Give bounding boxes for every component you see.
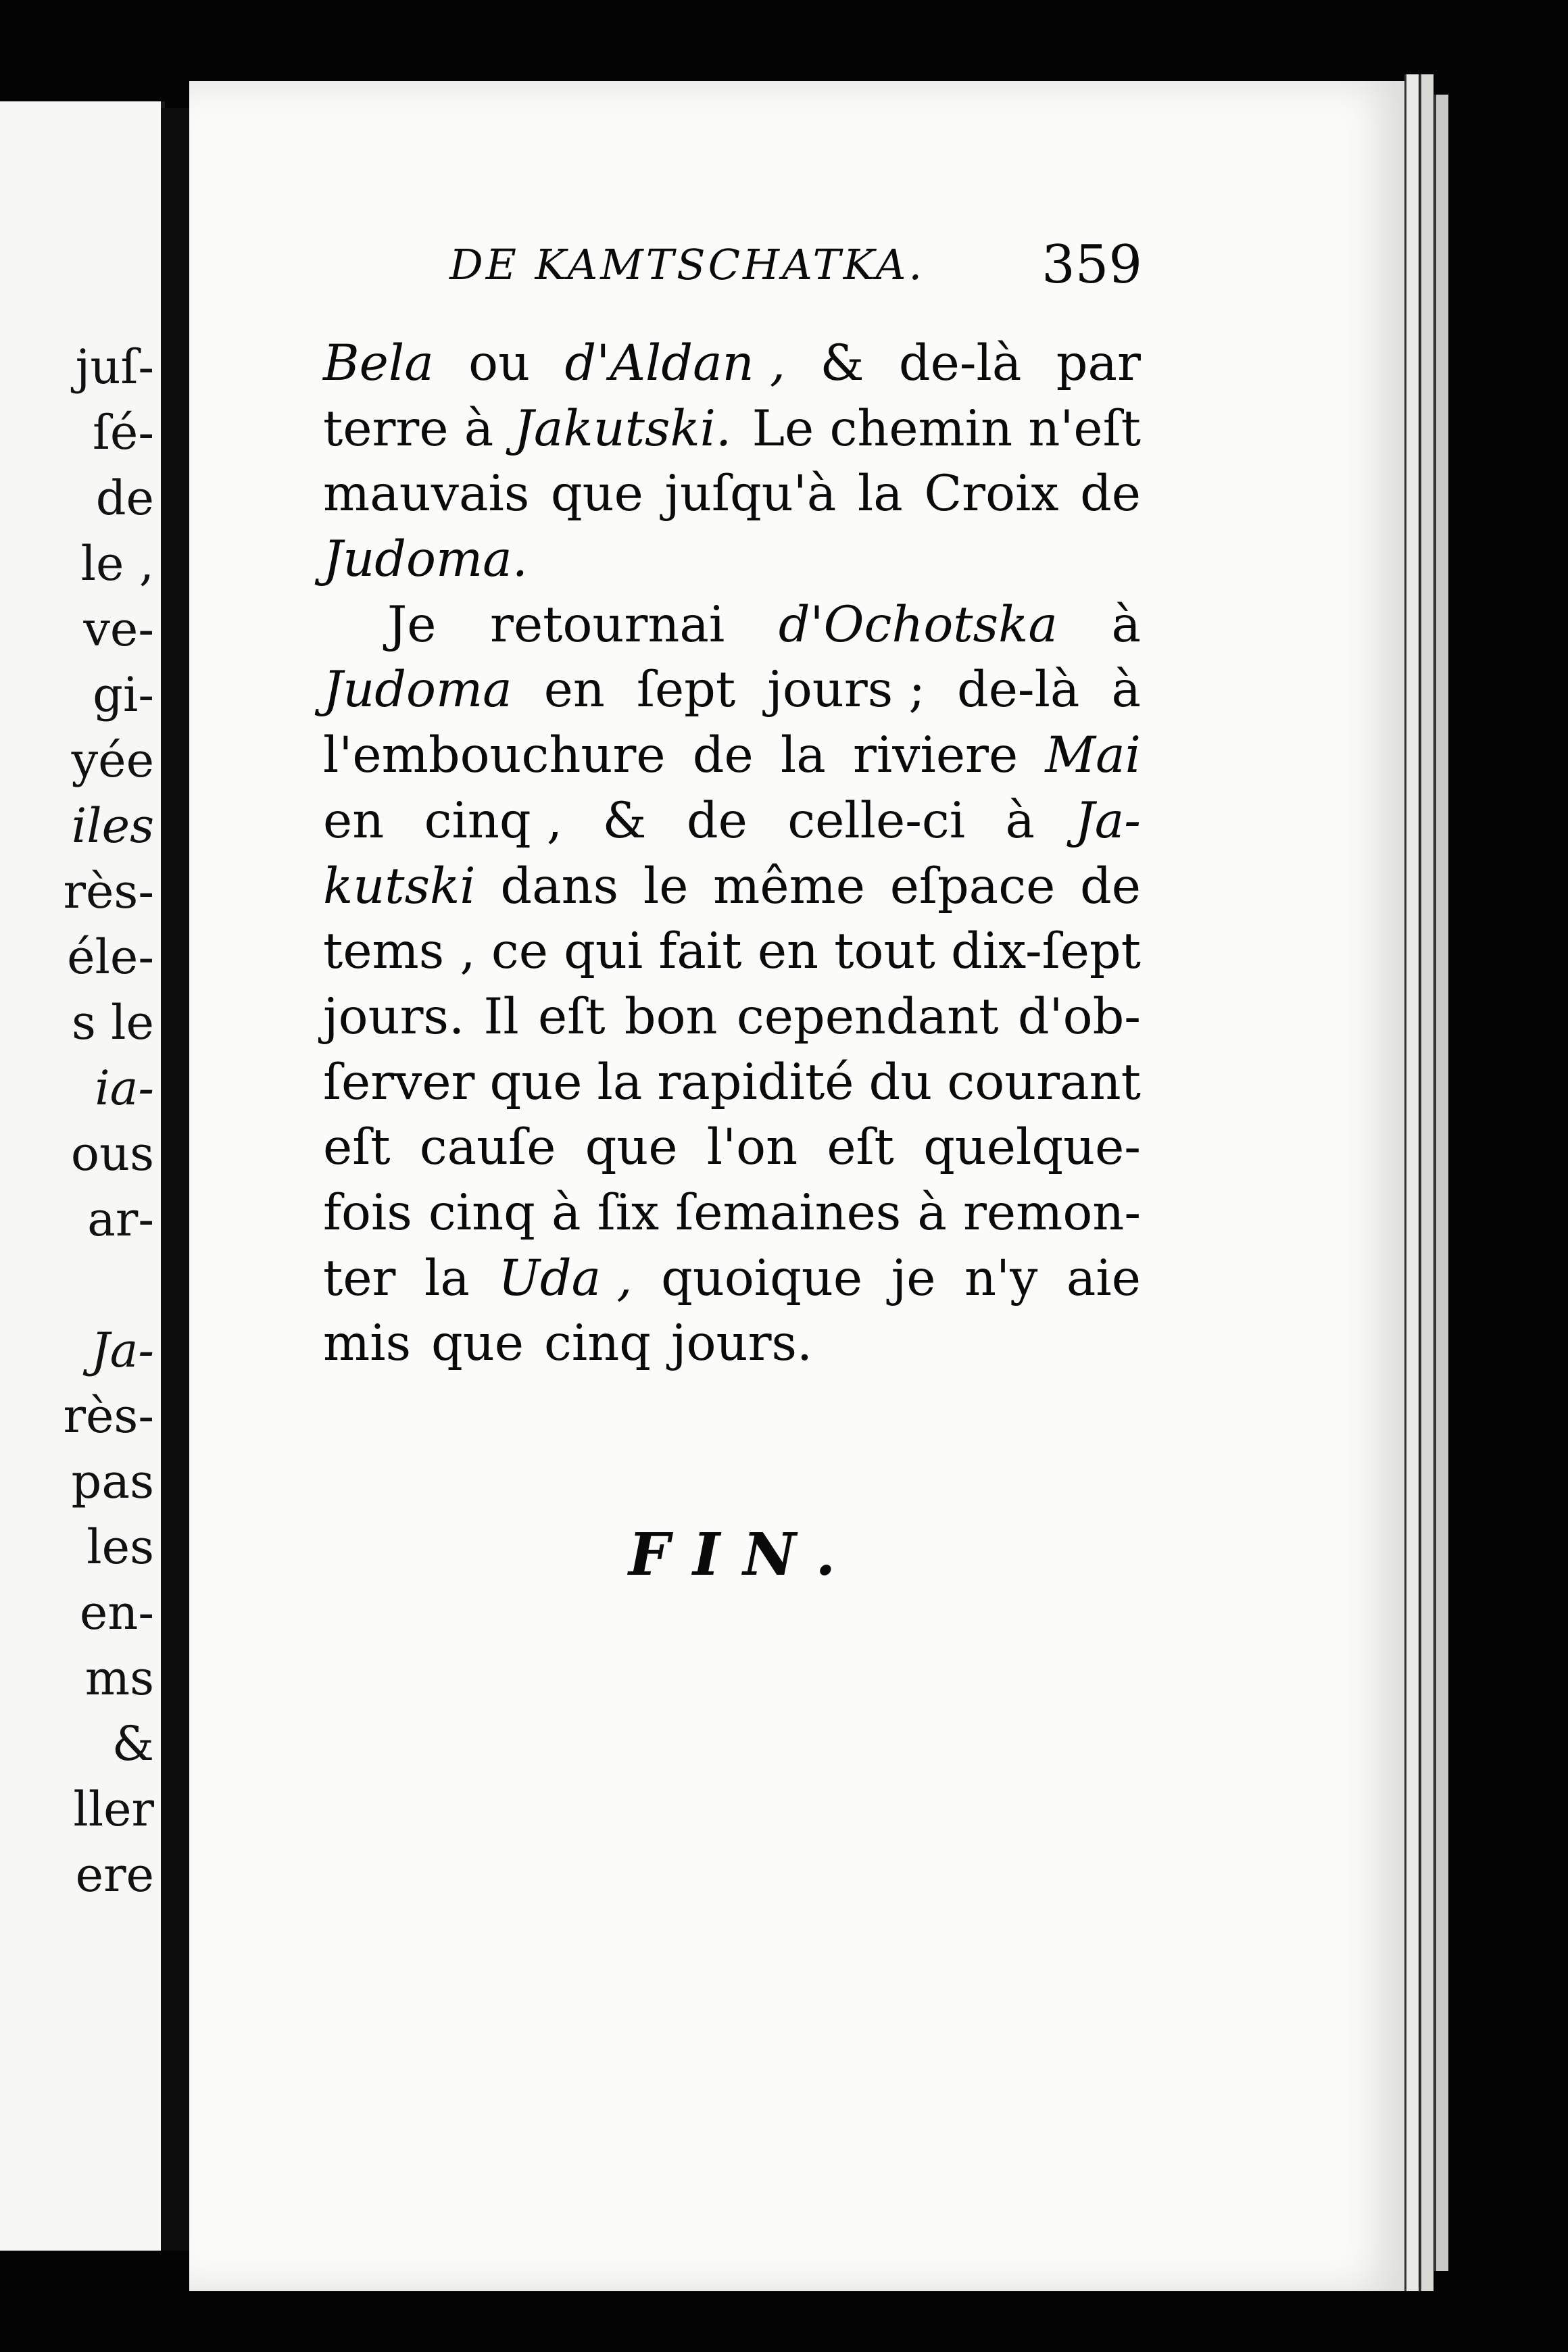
left-page-line: éle- bbox=[67, 929, 154, 985]
text-line bbox=[323, 919, 1141, 985]
left-page-line: ous bbox=[70, 1126, 154, 1181]
word: eſpace bbox=[889, 857, 1056, 915]
word: kutski bbox=[323, 857, 476, 915]
word: de bbox=[692, 727, 754, 785]
left-page-text bbox=[64, 335, 154, 1908]
left-page-line: yée bbox=[71, 733, 154, 788]
text-line bbox=[323, 397, 1141, 462]
word: en bbox=[323, 791, 385, 850]
word: cependant bbox=[736, 987, 999, 1046]
left-page-line: & bbox=[112, 1716, 154, 1771]
word: celle-ci bbox=[787, 791, 966, 850]
word: remon- bbox=[963, 1183, 1141, 1242]
page-edge bbox=[1434, 95, 1448, 2271]
word: en bbox=[757, 923, 819, 981]
word: à bbox=[1005, 791, 1035, 850]
word: tems , bbox=[323, 923, 476, 981]
word: Jakutski. bbox=[514, 399, 732, 458]
text-line bbox=[323, 1246, 1141, 1312]
word: fait bbox=[658, 923, 742, 981]
word: ſix bbox=[597, 1183, 660, 1242]
left-page-line: de bbox=[95, 470, 154, 526]
word: cinq bbox=[428, 1183, 535, 1242]
word: jours ; bbox=[767, 661, 925, 719]
word: quelque- bbox=[923, 1119, 1141, 1177]
word: d'Aldan , bbox=[564, 335, 786, 392]
page-edge bbox=[1404, 74, 1419, 2291]
word: la bbox=[597, 1053, 643, 1111]
text-line bbox=[323, 1311, 1141, 1377]
word: l'on bbox=[706, 1119, 798, 1177]
word: ſemaines bbox=[675, 1183, 902, 1242]
word: cinq , bbox=[424, 791, 563, 850]
word: le bbox=[643, 857, 689, 915]
word: dix-ſept bbox=[951, 923, 1141, 981]
text-line bbox=[323, 985, 1141, 1050]
word: de bbox=[686, 791, 748, 850]
word: Judoma. bbox=[323, 531, 528, 589]
word: cauſe bbox=[419, 1119, 556, 1177]
word: jours. bbox=[323, 987, 465, 1046]
word: du bbox=[868, 1053, 933, 1111]
text-line bbox=[323, 331, 1141, 397]
word: ter bbox=[323, 1249, 396, 1307]
text-line bbox=[323, 854, 1141, 920]
word: de bbox=[1080, 465, 1141, 523]
text-line bbox=[323, 1050, 1141, 1116]
word: même bbox=[713, 857, 865, 915]
word: la bbox=[424, 1249, 470, 1307]
word: mauvais bbox=[323, 465, 530, 523]
fin-colophon: FIN. bbox=[629, 1521, 859, 1589]
left-page bbox=[0, 101, 165, 2251]
word: à bbox=[917, 1183, 947, 1242]
word: n'y bbox=[964, 1249, 1038, 1307]
word: que bbox=[489, 1053, 583, 1111]
word: par bbox=[1056, 335, 1141, 392]
left-page-line: ar- bbox=[87, 1192, 154, 1247]
left-page-line: ller bbox=[73, 1782, 154, 1837]
word: à bbox=[1111, 595, 1141, 654]
word: Judoma bbox=[323, 661, 512, 719]
left-page-line: Ja- bbox=[91, 1323, 154, 1378]
word: bon bbox=[624, 987, 718, 1046]
word: à bbox=[1111, 661, 1141, 719]
word: & bbox=[820, 335, 864, 392]
word: retournai bbox=[490, 595, 725, 654]
left-page-line bbox=[64, 1252, 154, 1318]
word: l'embouchure bbox=[323, 727, 666, 785]
left-page-line: iles bbox=[71, 798, 154, 854]
left-page-line: rès- bbox=[63, 1388, 154, 1444]
word: Le chemin n'eſt bbox=[752, 399, 1141, 458]
word: rapidité bbox=[657, 1053, 854, 1111]
left-page-line: ve- bbox=[83, 602, 154, 657]
text-line bbox=[323, 462, 1141, 527]
word: riviere bbox=[853, 727, 1019, 785]
word: mis bbox=[323, 1315, 412, 1373]
word: Il bbox=[483, 987, 519, 1046]
left-page-line: juſ- bbox=[75, 339, 154, 395]
word: ſerver bbox=[323, 1053, 475, 1111]
left-page-line: en- bbox=[79, 1585, 154, 1640]
text-line bbox=[323, 789, 1141, 854]
word: courant bbox=[947, 1053, 1141, 1111]
word: que bbox=[585, 1119, 678, 1177]
text-line bbox=[323, 1181, 1141, 1246]
running-head: DE KAMTSCHATKA. bbox=[449, 240, 925, 289]
word: de bbox=[1080, 857, 1141, 915]
word: Je bbox=[387, 595, 437, 654]
left-page-line: les bbox=[87, 1519, 154, 1575]
left-page-line: gi- bbox=[93, 667, 154, 722]
text-line bbox=[323, 1115, 1141, 1181]
left-page-line: ſé- bbox=[93, 405, 154, 460]
word: dans bbox=[500, 857, 619, 915]
left-page-line: ia- bbox=[95, 1060, 154, 1116]
word: eſt bbox=[323, 1119, 391, 1177]
text-line bbox=[323, 658, 1141, 723]
page-number: 359 bbox=[1042, 235, 1142, 295]
word: je bbox=[891, 1249, 936, 1307]
word: jours. bbox=[670, 1315, 813, 1373]
word: la bbox=[780, 727, 826, 785]
word: à bbox=[551, 1183, 581, 1242]
left-page-line: s le bbox=[72, 995, 154, 1050]
word: aie bbox=[1066, 1249, 1141, 1307]
word: d'Ochotska bbox=[778, 595, 1058, 654]
word: & bbox=[602, 791, 647, 850]
word: Ja- bbox=[1075, 791, 1141, 850]
word: que bbox=[550, 465, 643, 523]
word: cinq bbox=[543, 1315, 651, 1373]
word: tout bbox=[834, 923, 935, 981]
left-page-line: pas bbox=[71, 1454, 154, 1509]
word: juſqu'à bbox=[664, 465, 837, 523]
word: ou bbox=[468, 335, 531, 392]
word: qui bbox=[564, 923, 643, 981]
word: fois bbox=[323, 1183, 412, 1242]
word: ce bbox=[491, 923, 548, 981]
word: d'ob- bbox=[1017, 987, 1141, 1046]
word: eſt bbox=[537, 987, 606, 1046]
word: de-là bbox=[956, 661, 1080, 719]
left-page-line: rès- bbox=[63, 864, 154, 919]
text-line bbox=[323, 723, 1141, 789]
word: Uda , bbox=[498, 1249, 633, 1307]
word: eſt bbox=[827, 1119, 894, 1177]
word: que bbox=[431, 1315, 524, 1373]
word: en bbox=[543, 661, 605, 719]
left-page-line: le , bbox=[80, 536, 154, 591]
text-line bbox=[323, 527, 1141, 593]
left-page-line: ms bbox=[84, 1650, 154, 1706]
word: Croix bbox=[924, 465, 1059, 523]
text-line bbox=[323, 593, 1141, 658]
body-text bbox=[323, 331, 1141, 1377]
page-edge bbox=[1419, 74, 1434, 2291]
word: terre à bbox=[323, 399, 494, 458]
page-header bbox=[449, 235, 1142, 295]
word: de-là bbox=[898, 335, 1022, 392]
left-page-line: ere bbox=[75, 1847, 154, 1903]
word: Mai bbox=[1045, 727, 1141, 785]
word: la bbox=[857, 465, 903, 523]
word: quoique bbox=[661, 1249, 863, 1307]
word: ſept bbox=[636, 661, 736, 719]
word: Bela bbox=[323, 335, 434, 392]
